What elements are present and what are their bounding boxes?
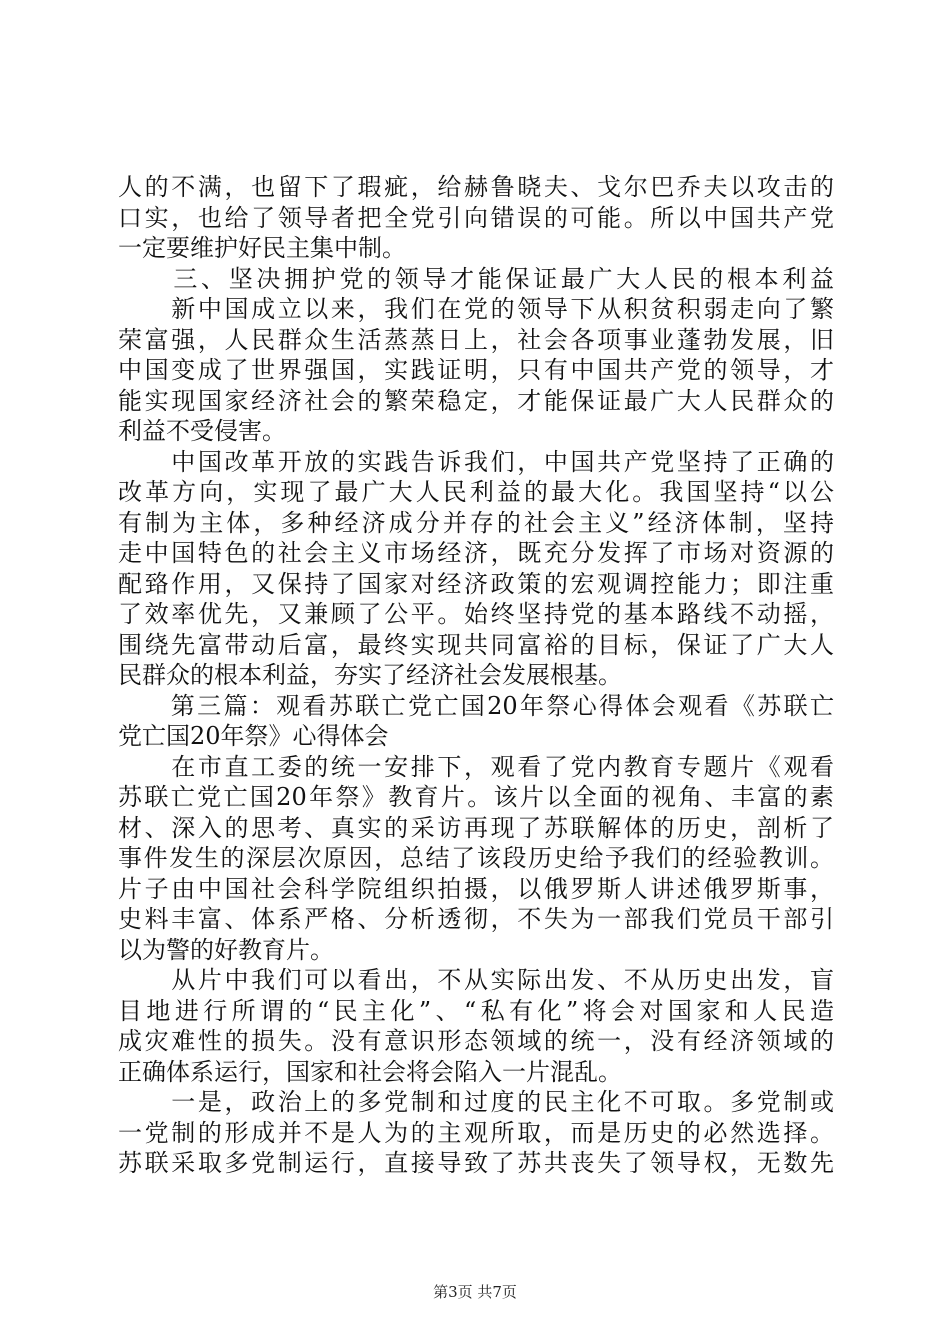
text-line: 一定要维护好民主集中制。 (118, 234, 406, 262)
text-line: 围绕先富带动后富，最终实现共同富裕的目标，保证了广大人 (118, 630, 834, 659)
page-footer: 第3页 共7页 (433, 1283, 517, 1301)
text-line: 成灾难性的损失。没有意识形态领域的统一，没有经济领域的 (118, 1027, 834, 1055)
text-line: 苏联亡党亡国20年祭》教育片。该片以全面的视角、丰富的素 (118, 783, 834, 811)
text-line: 了效率优先，又兼顾了公平。始终坚持党的基本路线不动摇， (118, 600, 834, 628)
text-line: 中国变成了世界强国，实践证明，只有中国共产党的领导，才 (118, 356, 834, 384)
text-line: 一党制的形成并不是人为的主观所取，而是历史的必然选择。 (118, 1118, 834, 1147)
text-line: 苏联采取多党制运行，直接导致了苏共丧失了领导权，无数先 (118, 1149, 834, 1177)
text-line: 片子由中国社会科学院组织拍摄，以俄罗斯人讲述俄罗斯事， (118, 874, 834, 903)
text-line: 材、深入的思考、真实的采访再现了苏联解体的历史，剖析了 (118, 813, 834, 842)
text-line: 配臵作用，又保持了国家对经济政策的宏观调控能力；即注重 (118, 569, 834, 598)
text-line: 新中国成立以来，我们在党的领导下从积贫积弱走向了繁 (118, 295, 834, 323)
text-line: 人的不满，也留下了瑕疵，给赫鲁晓夫、戈尔巴乔夫以攻击的 (118, 173, 834, 201)
text-line: 口实，也给了领导者把全党引向错误的可能。所以中国共产党 (118, 203, 834, 232)
text-line: 从片中我们可以看出，不从实际出发、不从历史出发，盲 (118, 966, 834, 994)
text-line: 民群众的根本利益，夯实了经济社会发展根基。 (118, 661, 622, 689)
text-line: 荣富强，人民群众生活蒸蒸日上，社会各项事业蓬勃发展，旧 (118, 325, 834, 354)
text-line: 利益不受侵害。 (118, 417, 286, 445)
text-line: 中国改革开放的实践告诉我们，中国共产党坚持了正确的 (118, 447, 834, 476)
text-line: 有制为主体，多种经济成分并存的社会主义”经济体制，坚持 (118, 508, 834, 537)
text-line: 能实现国家经济社会的繁荣稳定，才能保证最广大人民群众的 (118, 386, 834, 415)
text-line: 正确体系运行，国家和社会将会陷入一片混乱。 (118, 1057, 622, 1086)
document-body (118, 172, 834, 1179)
text-line: 党亡国20年祭》心得体会 (118, 722, 389, 750)
text-line: 一是，政治上的多党制和过度的民主化不可取。多党制或 (118, 1088, 834, 1116)
text-line: 改革方向，实现了最广大人民利益的最大化。我国坚持“以公 (118, 478, 834, 506)
text-line: 三、坚决拥护党的领导才能保证最广大人民的根本利益 (118, 264, 834, 293)
text-line: 第三篇：观看苏联亡党亡国20年祭心得体会观看《苏联亡 (118, 691, 834, 720)
text-line: 目地进行所谓的“民主化”、“私有化”将会对国家和人民造 (118, 996, 834, 1025)
text-line: 在市直工委的统一安排下，观看了党内教育专题片《观看 (118, 752, 834, 781)
text-line: 以为警的好教育片。 (118, 935, 334, 964)
text-line: 走中国特色的社会主义市场经济，既充分发挥了市场对资源的 (118, 539, 834, 567)
text-line: 事件发生的深层次原因，总结了该段历史给予我们的经验教训。 (118, 844, 834, 872)
text-line: 史料丰富、体系严格、分析透彻，不失为一部我们党员干部引 (118, 905, 834, 933)
